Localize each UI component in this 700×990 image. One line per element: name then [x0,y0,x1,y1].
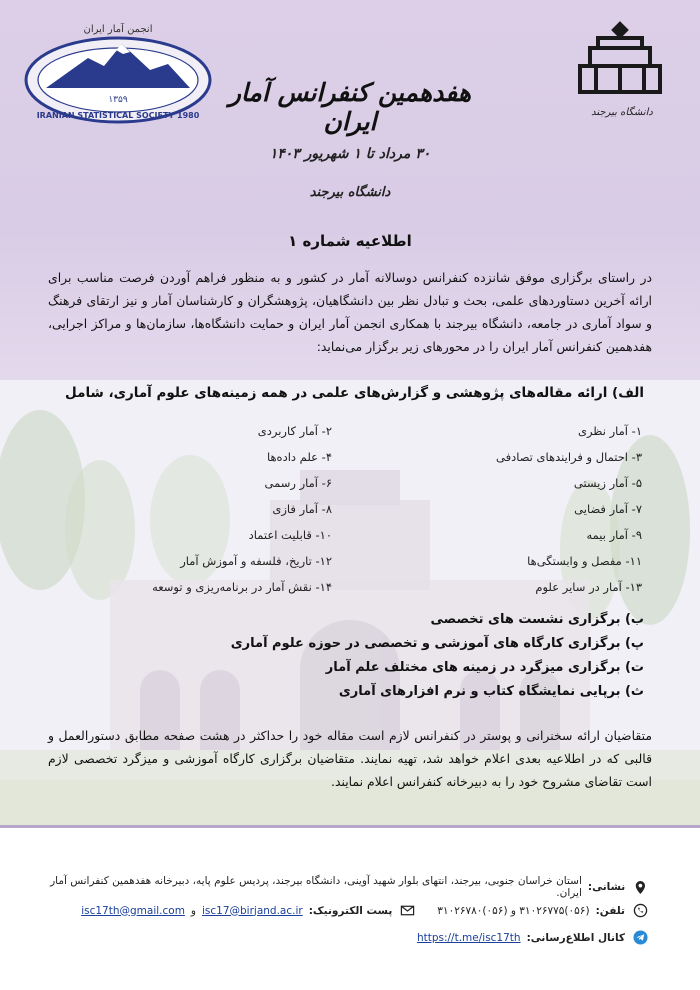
topic-item: ۷- آمار فضایی [574,502,642,516]
topic-item: ۸- آمار فازی [272,502,332,516]
program-item: پ) برگزاری کارگاه های آموزشی و تخصصی در حوزه علوم آماری [230,636,644,651]
iranian-statistical-society-logo [18,18,218,128]
email-separator: و [190,904,196,917]
topic-item: ۴- علم داده‌ها [266,450,332,464]
topic-item: ۶- آمار رسمی [264,476,332,490]
telegram-channel-link[interactable]: https://t.me/isc17th [416,931,521,944]
telegram-icon [633,930,648,945]
email-link-birjand[interactable]: isc17@birjand.ac.ir [202,904,303,917]
program-item: ت) برگزاری میزگرد در زمینه های مختلف علم آمار [325,660,644,675]
program-item: ث) برپایی نمایشگاه کتاب و نرم افزارهای آماری [338,684,644,699]
topic-item: ۱۲- تاریخ، فلسفه و آموزش آمار [180,554,332,568]
society-logo-year: ۱۳۵۹ [108,95,128,105]
program-items [231,608,644,704]
footer-divider [0,825,700,828]
address-text: استان خراسان جنوبی، بیرجند، انتهای بلوار شهید آوینی، دانشگاه بیرجند، پردیس علوم پایه، دبیرخانه هفدهمین کنفرانس آمار ایران. [50,875,582,899]
email-link-gmail[interactable]: isc17th@gmail.com [81,904,185,917]
topic-item: ۲- آمار کاربردی [257,424,332,438]
topic-item: ۱۴- نقش آمار در برنامه‌ریزی و توسعه [152,580,332,594]
conference-dates: ۳۰ مرداد تا ۱ شهریور ۱۴۰۳ [269,146,431,162]
phone-email-line [30,903,648,918]
topic-row [70,496,642,522]
topic-row [70,548,642,574]
channel-label: کانال اطلاع‌رسانی: [526,931,625,944]
society-logo-arc-text: انجمن آمار ایران [83,24,153,35]
topic-row [70,522,642,548]
whatsapp-phone-icon [633,903,648,918]
conference-venue: دانشگاه بیرجند [309,185,391,200]
address-line [30,875,648,899]
topic-item: ۱۰- قابلیت اعتماد [248,528,332,542]
program-item: ب) برگزاری نشست های تخصصی [430,612,644,627]
intro-paragraph: در راستای برگزاری موفق شانزده کنفرانس دوسالانه آمار در کشور و به منظور فراهم آوردن فرصت مناسب برای ارائه آخرین دستاوردهای علمی، بحث و تبادل نظر بین دانشگاهیان، پژوهشگران و کارشناسان آمار و نیز ارتقای فرهنگ و سواد آماری در جامعه، دانشگاه بیرجند با همکاری انجمن آمار ایران و حمایت دانشگاه‌ها، سازمان‌ها و مراکز اجرایی، هفدهمین کنفرانس آمار ایران را در محورهای زیر برگزار می‌نماید: [48,270,652,354]
topic-row [70,574,642,600]
topic-item: ۳- احتمال و فرایندهای تصادفی [496,450,642,464]
university-of-birjand-logo [560,18,680,138]
email-icon [400,903,415,918]
topic-item: ۱۳- آمار در سایر علوم [535,580,642,594]
email-label: پست الکترونیک: [308,904,393,917]
topic-item: ۱- آمار نظری [577,424,642,438]
topic-item: ۵- آمار زیستی [573,476,642,490]
topics-list [70,418,642,600]
announcement-number: اطلاعیه شماره ۱ [288,232,412,250]
phone-numbers: (۰۵۶)۳۱۰۲۶۷۷۵ و (۰۵۶)۳۱۰۲۶۷۸۰ [437,904,590,917]
topic-item: ۱۱- مفصل و وابستگی‌ها [527,554,642,568]
topic-row [70,470,642,496]
channel-line [30,930,648,945]
phone-label: تلفن: [595,904,625,917]
university-logo-text: دانشگاه بیرجند [591,107,653,118]
topic-item: ۹- آمار بیمه [586,528,642,542]
closing-paragraph: متقاضیان ارائه سخنرانی و پوستر در کنفرانس لازم است مقاله خود را حداکثر در هشت صفحه مطابق دستورالعمل و قالبی که در اطلاعیه بعدی اعلام خواهد شد، تهیه نمایند. متقاضیان برگزاری کارگاه آموزشی و میزگرد تخصصی لازم است تقاضای مشروح خود را به دبیرخانه کنفرانس اعلام نمایند. [48,728,652,789]
society-logo-ring-text: IRANIAN STATISTICAL SOCIETY 1980 [36,111,200,120]
topic-row [70,444,642,470]
topic-row [70,418,642,444]
location-pin-icon [633,880,648,895]
address-label: نشانی: [587,881,626,893]
section-a-title: الف) ارائه مقاله‌های پژوهشی و گزارش‌های علمی در همه زمینه‌های علوم آماری، شامل [65,385,644,401]
conference-title: هفدهمین کنفرانس آمار ایران [228,78,472,136]
